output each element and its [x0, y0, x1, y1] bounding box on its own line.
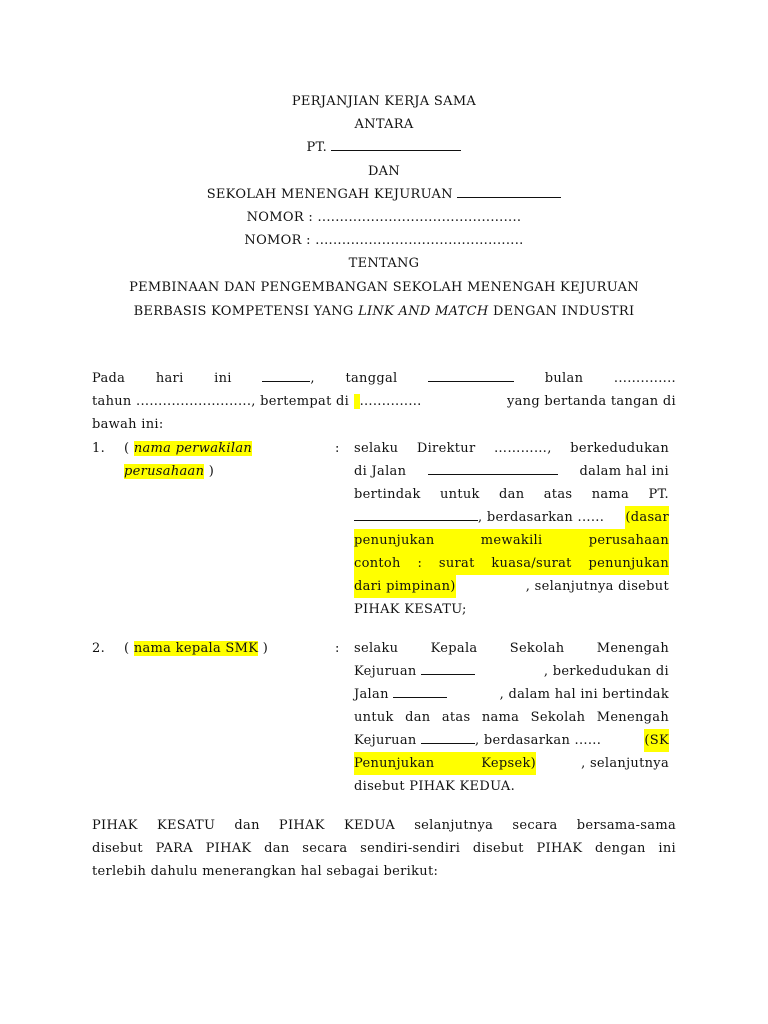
pt-blank	[331, 138, 461, 151]
item2-l6-b: , selanjutnya	[581, 756, 669, 771]
subject2-italic: LINK AND MATCH	[358, 304, 489, 319]
jalan-blank-2	[393, 685, 447, 698]
item1-l4-b: , berdasarkan ......	[478, 510, 605, 525]
title-pt-line	[0, 136, 768, 159]
item2-l5-highlight: (SK	[644, 729, 669, 752]
title-antara: ANTARA	[354, 117, 414, 133]
item1-name	[124, 437, 314, 483]
item1-line-6-highlight: contoh : surat kuasa/surat penunjukan	[354, 552, 669, 575]
intro-line-2	[92, 390, 676, 413]
item1-l7-highlight: dari pimpinan)	[354, 575, 456, 598]
intro-l2-left	[92, 390, 422, 413]
closing-line-1: PIHAK KESATU dan PIHAK KEDUA selanjutnya secara bersama-sama	[92, 818, 676, 833]
item1-l2-a: di Jalan	[354, 464, 407, 479]
item1-l7-b: , selanjutnya disebut	[525, 579, 669, 594]
intro-line-1	[92, 367, 676, 390]
item1-body	[354, 437, 669, 621]
smk-blank	[457, 185, 561, 198]
item2-l3-left	[354, 683, 447, 706]
item2-number: 2.	[92, 641, 106, 656]
item2-paren-open: (	[124, 641, 130, 656]
item1-line-5-highlight: penunjukan mewakili perusahaan	[354, 529, 669, 552]
intro-word: tanggal	[345, 371, 398, 386]
item2-l6-highlight: Penunjukan Kepsek)	[354, 752, 536, 775]
intro-l2-b: yang bertanda tangan di	[506, 394, 676, 409]
item2-l5-b: , berdasarkan ......	[475, 733, 602, 748]
jalan-blank	[428, 462, 558, 475]
item2-line-4: untuk dan atas nama Sekolah Menengah	[354, 710, 669, 725]
item2-name-highlight: nama kepala SMK	[133, 641, 259, 656]
item2-line-1: selaku Kepala Sekolah Menengah	[354, 641, 669, 656]
hari-fill	[262, 367, 314, 390]
item2-line-7: disebut PIHAK KEDUA.	[354, 779, 516, 794]
item1-colon: :	[335, 441, 340, 456]
item2-colon: :	[335, 641, 340, 656]
location-dots: ..............	[359, 394, 422, 409]
intro-comma: ,	[310, 371, 315, 386]
item2-line-6	[354, 752, 669, 775]
title-smk-line	[0, 183, 768, 206]
pt-name-blank	[354, 508, 478, 521]
pt-label: PT.	[306, 140, 328, 156]
item2-line-5	[354, 729, 669, 752]
item1-l4-left	[354, 506, 604, 529]
item1-line-2	[354, 460, 669, 483]
item1-l4-highlight: (dasar	[625, 506, 669, 529]
title-dan: DAN	[367, 163, 401, 179]
item2-l2-a: Kejuruan	[354, 664, 417, 679]
item2-l2-b: , berkedudukan di	[543, 664, 669, 679]
kejuruan-blank-1	[421, 662, 475, 675]
intro-word: Pada	[92, 371, 126, 386]
item1-paren-close: )	[208, 464, 215, 479]
nomor-line-2: NOMOR : ...............................................	[244, 233, 524, 249]
tanggal-blank	[428, 369, 514, 382]
item1-line-8: PIHAK KESATU;	[354, 602, 467, 617]
closing-paragraph	[92, 814, 676, 883]
closing-line-3: terlebih dahulu menerangkan hal sebagai berikut:	[92, 864, 439, 879]
nomor-line-1: NOMOR : ..............................................	[246, 209, 522, 225]
item1-line-3: bertindak untuk dan atas nama PT.	[354, 487, 669, 502]
intro-paragraph	[92, 367, 676, 436]
item2-body	[354, 637, 669, 798]
item2-l3-b: , dalam hal ini bertindak	[499, 687, 669, 702]
item1-number: 1.	[92, 441, 106, 456]
subject2-b: DENGAN INDUSTRI	[492, 304, 635, 319]
subject2-a: BERBASIS KOMPETENSI YANG	[133, 304, 354, 319]
intro-word: bulan	[544, 371, 584, 386]
subject-line-2	[0, 300, 768, 325]
title-line: PERJANJIAN KERJA SAMA	[291, 94, 477, 109]
hari-blank	[262, 369, 310, 382]
item1-line-7	[354, 575, 669, 598]
item1-l2-b: dalam hal ini	[579, 464, 669, 479]
title-tentang: TENTANG	[348, 256, 420, 272]
intro-line-3: bawah ini:	[92, 417, 164, 432]
intro-word: ini	[214, 371, 232, 386]
bulan-dots: ..............	[613, 371, 676, 386]
title-block	[0, 90, 768, 325]
item2-line-2	[354, 660, 669, 683]
item1-line-4	[354, 506, 669, 529]
item2-l3-a: Jalan	[354, 687, 389, 702]
item2-l5-a: Kejuruan	[354, 733, 417, 748]
item1-line-1: selaku Direktur …………, berkedudukan	[354, 441, 669, 456]
item2-line-3	[354, 683, 669, 706]
item2-l2-left	[354, 660, 475, 683]
smk-label: SEKOLAH MENENGAH KEJURUAN	[206, 186, 453, 202]
subject-line-1: PEMBINAAN DAN PENGEMBANGAN SEKOLAH MENENGAH KEJURUAN	[129, 279, 639, 295]
kejuruan-blank-2	[421, 731, 475, 744]
intro-word: hari	[155, 371, 184, 386]
item2-name	[124, 637, 314, 660]
item1-paren-open: (	[124, 441, 130, 456]
item2-paren-close: )	[262, 641, 269, 656]
item1-name-highlight-2: perusahaan	[124, 464, 205, 479]
item2-l5-left	[354, 729, 601, 752]
closing-line-2: disebut PARA PIHAK dan secara sendiri-sendiri disebut PIHAK dengan ini	[92, 841, 676, 856]
intro-l2-a: tahun .........................., bertempat di	[92, 394, 350, 409]
item1-name-highlight-1: nama perwakilan	[133, 441, 253, 456]
